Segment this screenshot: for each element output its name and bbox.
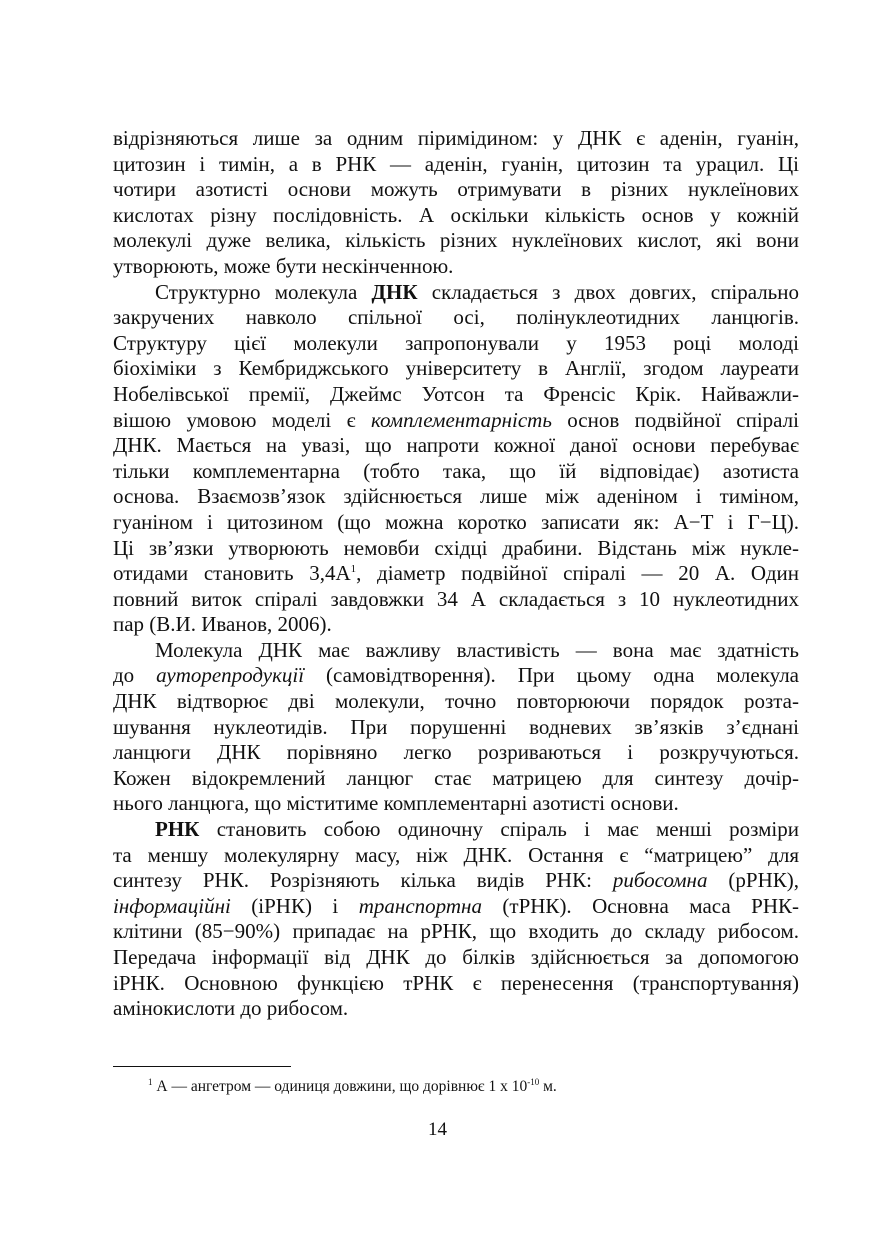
paragraph-2 [113,280,799,638]
text-line: закручених навколо спільної осі, полінуклеотидних ланцюгів. [113,305,799,330]
text-line: пар (В.И. Иванов, 2006). [113,612,332,637]
text-line: основа. Взаємозв’язок здійснюється лише між аденіном і тиміном, [113,484,799,509]
text-line: вішою умовою моделі є комплементарність основ подвійної спіралі [113,407,799,432]
text-line: Передача інформації від ДНК до білків здійснюється за допомогою [113,945,799,969]
paragraph-1 [113,126,799,280]
paragraph-3 [113,638,799,817]
text-line: цитозин і тимін, а в РНК — аденін, гуанін, цитозин та урацил. Ці [113,151,799,176]
text-line: шування нуклеотидів. При порушенні водневих зв’язків з’єднані [113,714,799,739]
text-line: чотири азотисті основи можуть отримувати в різних нуклеїнових [113,177,799,202]
term-informational: інформаційні [113,893,231,918]
text-line: ДНК. Мається на увазі, що напроти кожної даної основи перебуває [113,433,799,458]
footnote-text-end: м. [539,1078,557,1095]
page-body [113,126,799,1022]
page-number: 14 [428,1119,447,1140]
text-line: відрізняються лише за одним піримідином: у ДНК є аденін, гуанін, [113,126,799,150]
text-line: утворюють, може бути нескінченною. [113,253,454,278]
text-line: Структурно молекула ДНК складається з двох довгих, спірально [155,279,800,304]
text-line: ДНК відтворює дві молекули, точно повторюючи порядок розта- [113,689,799,714]
text-line: до ауторепродукції (самовідтворення). При цьому одна молекула [113,663,800,688]
footnote-divider [113,1066,291,1067]
text-line: та меншу молекулярну масу, ніж ДНК. Остання є “матрицею” для [113,842,799,867]
footnote-marker: 1 [148,1077,153,1087]
text-line: інформаційні (іРНК) і транспортна (тРНК). Основна маса РНК- [113,893,799,918]
footnote [148,1077,557,1097]
text-line: Нобелівської премії, Джеймс Уотсон та Френсіс Крік. Найважли- [113,381,799,406]
text-line: кислотах різну послідовність. А оскільки кількість основ у кожній [113,202,799,227]
text-line: повний виток спіралі завдовжки 34 А складається з 10 нуклеотидних [113,586,799,611]
text-line: РНК становить собою одиночну спіраль і має менші розміри [155,817,799,842]
text-line: синтезу РНК. Розрізняють кілька видів РНК: рибосомна (рРНК), [113,868,799,893]
term-rna: РНК [155,817,200,842]
text-line: молекулі дуже велика, кількість різних нуклеїнових кислот, які вони [113,228,799,253]
term-autoreproduction: ауторепродукції [156,663,305,688]
text-line: Кожен відокремлений ланцюг стає матрицею для синтезу дочір- [113,765,799,790]
text-line: нього ланцюга, що міститиме комплементарні азотисті основи. [113,791,679,816]
text-line: гуаніном і цитозином (що можна коротко записати як: А−Т і Г−Ц). [113,509,799,534]
footnote-reference: 1 [350,563,357,576]
text-line: іРНК. Основною функцією тРНК є перенесення (транспортування) [113,970,799,995]
term-complementarity: комплементарність [370,407,552,432]
text-line: тільки комплементарна (тобто така, що їй відповідає) азотиста [113,458,799,483]
footnote-text: А — ангетром — одиниця довжини, що дорівнює 1 х 10 [152,1078,528,1095]
text-line: клітини (85−90%) припадає на рРНК, що входить до складу рибосом. [113,919,799,944]
footnote-exponent: -10 [527,1077,540,1087]
text-line: Ці зв’язки утворюють немовби східці драбини. Відстань між нукле- [113,535,799,560]
paragraph-4 [113,817,799,1022]
term-transport: транспортна [358,893,482,918]
text-line: Молекула ДНК має важливу властивість — вона має здатність [155,637,799,662]
text-line: Структуру цієї молекули запропонували у 1953 році молоді [113,330,799,355]
term-dna: ДНК [371,279,418,304]
text-line: ланцюги ДНК порівняно легко розриваються і розкручуються. [113,740,799,765]
term-ribosomal: рибосомна [612,868,708,893]
text-line: отидами становить $3,4А^1$, діаметр подвійної спіралі — 20 А. Один [113,561,799,586]
text-line: амінокислоти до рибосом. [113,996,349,1021]
text-line: біохіміки з Кембриджського університету в Англії, згодом лауреати [113,356,799,381]
